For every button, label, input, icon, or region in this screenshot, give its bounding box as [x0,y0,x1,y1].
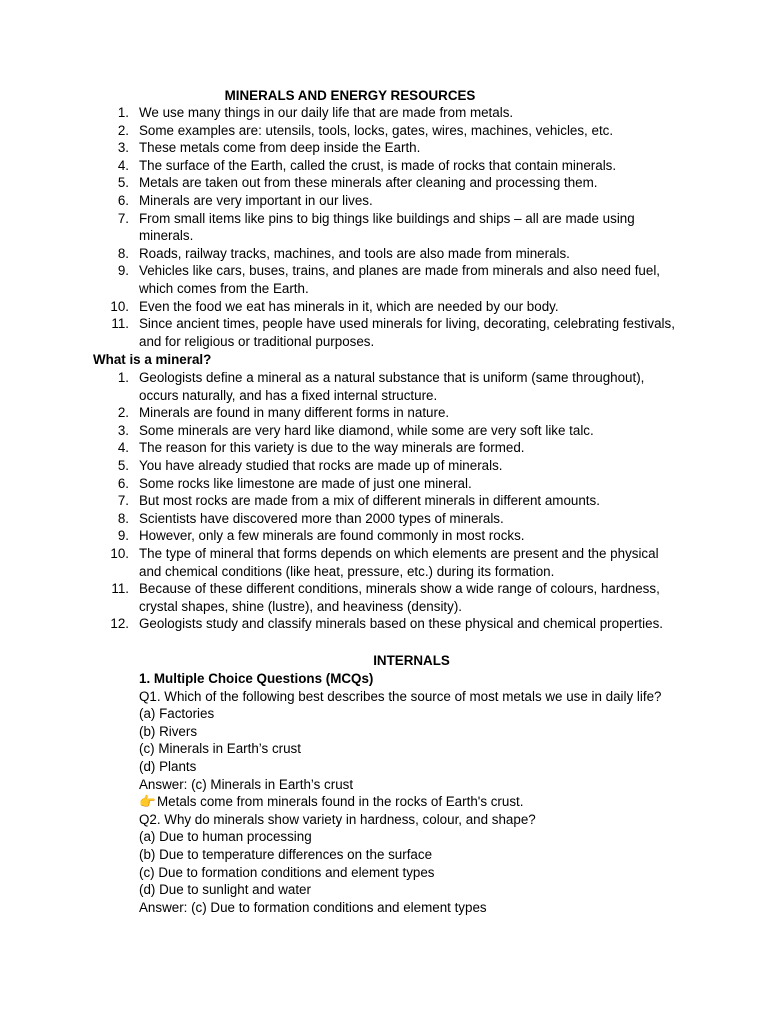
mcq-heading: 1. Multiple Choice Questions (MCQs) [139,671,374,686]
intro-list [93,104,683,350]
list-item: 12. Geologists study and classify minerals based on these physical and chemical properties. [110,616,663,632]
answer-1: Answer: (c) Minerals in Earth’s crust [139,776,354,792]
question-2: Q2. Why do minerals show variety in hardness, colour, and shape? [139,811,536,827]
list-item: 8. Scientists have discovered more than 2000 types of minerals. [117,510,504,526]
list-item: 2. Minerals are found in many different forms in nature. [117,405,450,421]
list-item: 1. Geologists define a mineral as a natural substance that is uniform (same throughout), occurs naturally, and has a fixed internal structure. [117,370,645,403]
list-item: 7. But most rocks are made from a mix of different minerals in different amounts. [117,493,600,509]
list-item: 9. However, only a few minerals are found commonly in most rocks. [117,528,525,544]
list-item: 6. Minerals are very important in our lives. [117,192,373,208]
list-item: 7. From small items like pins to big things like buildings and ships – all are made using minerals. [117,210,635,244]
option-d: (d) Plants [139,758,197,774]
list-item: 4. The reason for this variety is due to the way minerals are formed. [117,440,525,456]
mineral-list [93,369,683,633]
list-item: 9. Vehicles like cars, buses, trains, and planes are made from minerals and also need fuel, which comes from the Earth. [117,263,661,296]
list-item: 3. Some minerals are very hard like diamond, while some are very soft like talc. [117,422,594,438]
list-item: 11. Because of these different conditions, minerals show a wide range of colours, hardness, crystal shapes, shine (lustre), and heaviness (density). [111,581,660,614]
pointing-hand-icon: 👉 [139,794,156,810]
option-c: (c) Minerals in Earth’s crust [139,741,301,757]
mcq-section [139,670,679,916]
list-item: 10. The type of mineral that forms depends on which elements are present and the physical and chemical conditions (like heat, pressure, etc.) during its formation. [110,545,659,579]
list-item: 6. Some rocks like limestone are made of just one mineral. [117,475,472,491]
option-b: (b) Rivers [139,723,198,739]
option-b: (b) Due to temperature differences on the surface [139,846,433,862]
page-title: MINERALS AND ENERGY RESOURCES [224,88,476,103]
note-1: 👉Metals come from minerals found in the rocks of Earth's crust. [139,794,524,810]
list-item: 3. These metals come from deep inside the Earth. [117,140,421,156]
list-item: 1. We use many things in our daily life that are made from metals. [117,105,514,120]
list-item: 11. Since ancient times, people have used minerals for living, decorating, celebrating festivals, and for religious or traditional purposes. [111,316,675,349]
answer-2: Answer: (c) Due to formation conditions and element types [139,899,487,915]
list-item: 10. Even the food we eat has minerals in it, which are needed by our body. [110,298,559,314]
option-c: (c) Due to formation conditions and element types [139,864,435,880]
option-a: (a) Due to human processing [139,829,312,845]
section-heading: What is a mineral? [93,352,212,367]
internals-heading: INTERNALS [373,653,450,668]
option-d: (d) Due to sunlight and water [139,882,311,898]
list-item: 5. Metals are taken out from these minerals after cleaning and processing them. [117,175,598,191]
option-a: (a) Factories [139,706,215,722]
question-1: Q1. Which of the following best describes the source of most metals we use in daily life? [139,688,662,704]
list-item: 8. Roads, railway tracks, machines, and tools are also made from minerals. [117,245,570,261]
list-item: 2. Some examples are: utensils, tools, locks, gates, wires, machines, vehicles, etc. [117,122,614,138]
list-item: 5. You have already studied that rocks are made up of minerals. [117,457,503,473]
list-item: 4. The surface of the Earth, called the crust, is made of rocks that contain minerals. [117,157,617,173]
